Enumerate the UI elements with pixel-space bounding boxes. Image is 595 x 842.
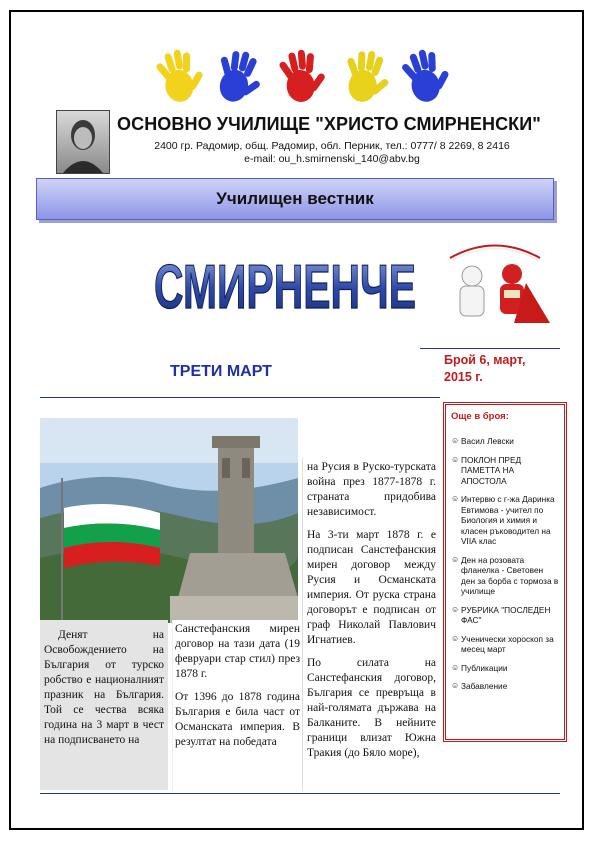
article-col3-p3: По силата на Санстефанския договор, България се превръща в най-голямата държава на Балканите. В нейните граници влизат Южна Тракия (до Бяло море), (307, 657, 436, 759)
masthead (150, 228, 420, 328)
sidebar-item-label: ПОКЛОН ПРЕД ПАМЕТТА НА АПОСТОЛА (461, 454, 522, 486)
article-col3-p1: на Русия в Руско-турската война през 1877-1878 г. страната придобива независимост. (307, 461, 436, 518)
issue-info (444, 352, 564, 386)
article-column-1 (40, 620, 168, 790)
sidebar-item[interactable] (451, 494, 559, 547)
article-col2-p2: От 1396 до 1878 година България е била част от Османската империя. В резултат на победата (175, 691, 300, 748)
sidebar-title: Още в броя: (451, 411, 509, 422)
sidebar-item[interactable] (451, 605, 559, 626)
shipka-monument-photo (40, 418, 298, 623)
issue-line-1: Брой 6, март, (444, 353, 526, 367)
school-email[interactable]: e-mail: ou_h.smirnenski_140@abv.bg (244, 153, 420, 165)
sidebar-item-label: Интервю с г-жа Даринка Евтимова - учител по Биология и химия и класен ръководител на VIIА клас (461, 494, 555, 546)
article-col1-text: Денят на Освобождението на България от турско робство е националният празник на България. Той се чества всяка година на 3 март в чест на подписването на (44, 629, 164, 746)
sidebar-item[interactable] (451, 634, 559, 655)
banner-label: Училищен вестник (216, 189, 374, 208)
bullet-icon: ☺ (451, 633, 460, 643)
sidebar-item-label: Публикации (461, 662, 508, 673)
bullet-icon: ☺ (451, 494, 460, 503)
bullet-icon: ☺ (451, 604, 460, 614)
hand-print-icon (153, 46, 208, 105)
hand-print-icon (398, 45, 455, 106)
hand-print-icon (277, 48, 328, 104)
hands-logo (148, 40, 458, 108)
sidebar-list (451, 436, 559, 692)
section-rule (40, 397, 440, 398)
portrait-photo (56, 110, 110, 174)
bullet-icon: ☺ (451, 662, 460, 672)
sidebar-item-label: Ученически хороскоп за месец март (461, 633, 554, 654)
issue-rule (420, 348, 560, 349)
sidebar-item[interactable] (451, 436, 559, 447)
masthead-title: СМИРНЕНЧЕ (154, 253, 416, 322)
issue-line-2: 2015 г. (444, 370, 483, 384)
article-column-2 (172, 620, 302, 790)
sidebar-item-label: Забавление (461, 681, 508, 691)
sidebar-item-label: Васил Левски (461, 436, 514, 446)
article-col2-p1: Санстефанския мирен договор на тази дата (19 февруари стар стил) през 1878 г. (175, 623, 300, 680)
sidebar-item[interactable] (451, 555, 559, 597)
martenitsa-image (430, 228, 560, 338)
hand-print-icon (210, 46, 269, 108)
sidebar-item[interactable] (451, 681, 559, 692)
sidebar-item[interactable] (451, 663, 559, 674)
bullet-icon: ☺ (451, 554, 460, 564)
bullet-icon: ☺ (451, 681, 460, 690)
article-col3-p2: На 3-ти март 1878 г. е подписан Санстефанския мирен договор между Русия и Османската империя. От руска страна договорът е подписан от граф Николай Павлович Игнатиев. (307, 529, 436, 646)
bullet-icon: ☺ (451, 454, 460, 464)
hand-print-icon (340, 47, 395, 106)
section-title: ТРЕТИ МАРТ (170, 363, 272, 380)
school-name: ОСНОВНО УЧИЛИЩЕ "ХРИСТО СМИРНЕНСКИ" (117, 114, 541, 134)
school-contact (112, 140, 552, 166)
school-address: 2400 гр. Радомир, общ. Радомир, обл. Перник, тел.: 0777/ 8 2269, 8 2416 (154, 140, 510, 152)
newspaper-banner (36, 178, 554, 220)
sidebar-item-label: Ден на розовата фланелка - Световен ден за борба с тормоза в училище (461, 554, 559, 596)
bottom-rule (40, 793, 560, 794)
sidebar-item[interactable] (451, 455, 559, 487)
bullet-icon: ☺ (451, 436, 460, 445)
article-column-3 (302, 458, 440, 790)
sidebar-item-label: РУБРИКА "ПОСЛЕДЕН ФАС" (461, 604, 551, 625)
in-this-issue-sidebar (443, 402, 567, 742)
